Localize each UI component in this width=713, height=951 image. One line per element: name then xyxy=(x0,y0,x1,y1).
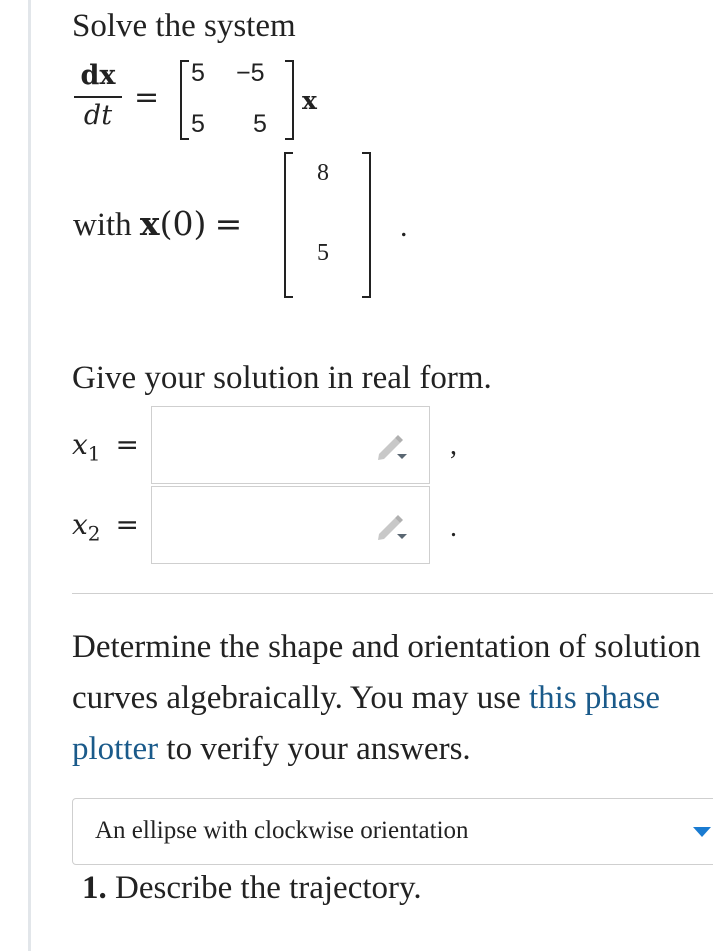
matrix-left-bracket xyxy=(180,60,189,140)
x2-answer-box[interactable] xyxy=(151,486,430,564)
fraction-bar xyxy=(74,96,122,98)
equals-sign: = xyxy=(115,508,139,541)
variable-subscript: 1 xyxy=(87,441,101,466)
initial-condition xyxy=(73,204,242,244)
initial-argument: (0) xyxy=(159,204,207,243)
with-label: with xyxy=(73,207,132,243)
question-text: Determine the shape and orientation of solution curves algebraically. You may use xyxy=(72,629,701,716)
matrix-cell: 5 xyxy=(191,59,205,87)
variable-letter: x xyxy=(72,428,88,461)
x2-input[interactable] xyxy=(152,487,367,563)
vector-left-bracket xyxy=(284,152,293,298)
x2-trailing-period: . xyxy=(450,512,457,543)
equals-sign: = xyxy=(115,428,139,461)
problem-title: Solve the system xyxy=(72,8,296,44)
derivative-fraction xyxy=(74,60,122,132)
fraction-denominator: dt xyxy=(83,100,113,131)
vector-right-bracket xyxy=(362,152,371,298)
vector-cell: 8 xyxy=(317,160,329,186)
shape-orientation-dropdown[interactable] xyxy=(72,798,713,865)
question-text-end: to verify your answers. xyxy=(158,731,471,767)
dropdown-selected-value: An ellipse with clockwise orientation xyxy=(95,817,469,844)
matrix-cell: 5 xyxy=(253,110,267,138)
matrix-right-bracket xyxy=(285,60,294,140)
instructions: Give your solution in real form. xyxy=(72,360,492,396)
variable-subscript: 2 xyxy=(87,521,101,546)
phase-plotter-link[interactable]: this phase plotter xyxy=(72,680,661,767)
left-rail xyxy=(28,0,31,951)
period: . xyxy=(400,210,408,243)
describe-prompt xyxy=(82,870,422,907)
initial-variable: x xyxy=(139,204,160,243)
system-equals: = xyxy=(134,80,160,115)
dropdown-caret-icon[interactable] xyxy=(693,827,711,837)
x1-label xyxy=(72,428,139,466)
vector-cell: 5 xyxy=(317,240,329,266)
shape-question xyxy=(72,622,702,775)
matrix-cell: −5 xyxy=(236,59,265,87)
matrix-cell: 5 xyxy=(191,110,205,138)
section-divider xyxy=(72,593,713,594)
fraction-numerator: dx xyxy=(80,60,116,91)
describe-text: Describe the trajectory. xyxy=(106,870,422,906)
initial-equals: = xyxy=(214,204,243,243)
describe-number: 1. xyxy=(82,870,107,906)
pencil-edit-icon[interactable] xyxy=(375,512,409,540)
x2-label xyxy=(72,508,139,546)
pencil-edit-icon[interactable] xyxy=(375,432,409,460)
x1-input[interactable] xyxy=(152,407,367,483)
vector-variable: x xyxy=(302,86,317,115)
x1-trailing-comma: , xyxy=(450,430,457,461)
variable-letter: x xyxy=(72,508,88,541)
x1-answer-box[interactable] xyxy=(151,406,430,484)
